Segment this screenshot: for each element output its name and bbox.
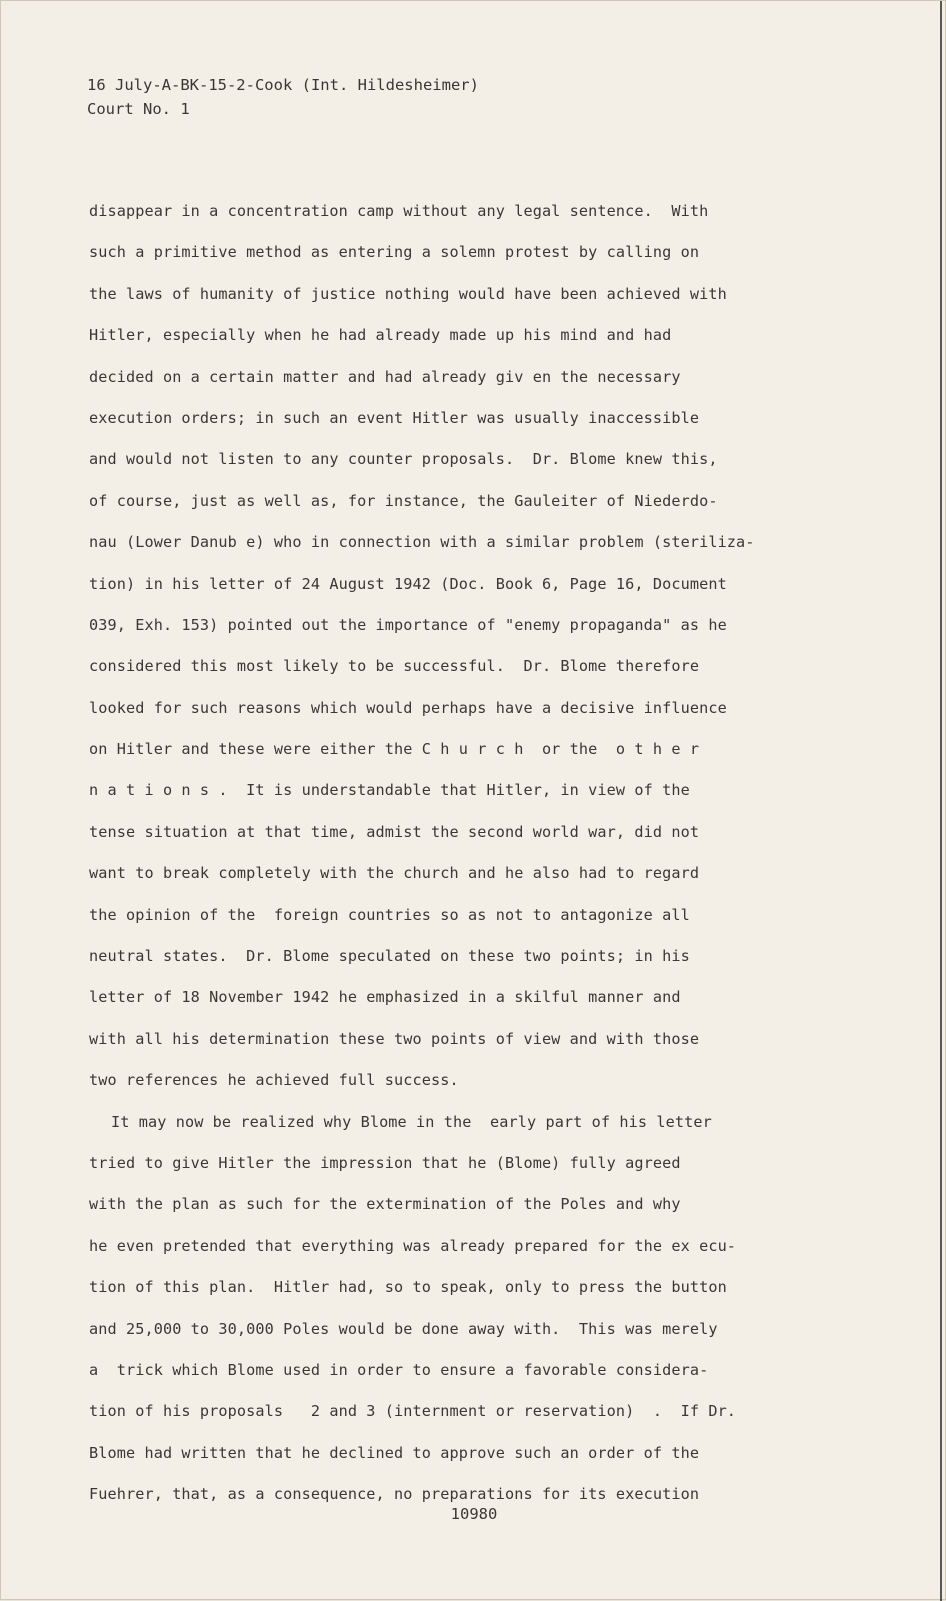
document-header: [87, 73, 479, 121]
header-reference: 16 July-A-BK-15-2-Cook (Int. Hildesheimer): [87, 76, 479, 94]
text-line: tried to give Hitler the impression that he (Blome) fully agreed: [89, 1153, 681, 1172]
text-line: a trick which Blome used in order to ensure a favorable considera-: [89, 1360, 709, 1379]
text-line: the laws of humanity of justice nothing would have been achieved with: [89, 284, 727, 303]
text-line: and would not listen to any counter proposals. Dr. Blome knew this,: [89, 450, 718, 469]
text-line: tion) in his letter of 24 August 1942 (Doc. Book 6, Page 16, Document: [89, 574, 727, 593]
text-line: Blome had written that he declined to approve such an order of the: [89, 1443, 700, 1462]
text-line: execution orders; in such an event Hitler was usually inaccessible: [89, 408, 700, 427]
text-line: tion of this plan. Hitler had, so to speak, only to press the button: [89, 1278, 727, 1297]
text-line: he even pretended that everything was already prepared for the ex ecu-: [89, 1236, 737, 1255]
text-line: with the plan as such for the extermination of the Poles and why: [89, 1195, 681, 1214]
page-edge-rule: [940, 1, 942, 1601]
text-line: on Hitler and these were either the C h u r c h or the o t h e r: [89, 740, 700, 759]
text-line: Fuehrer, that, as a consequence, no preparations for its execution: [89, 1485, 700, 1504]
text-line: and 25,000 to 30,000 Poles would be done away with. This was merely: [89, 1319, 718, 1338]
text-line: of course, just as well as, for instance, the Gauleiter of Niederdo-: [89, 491, 718, 510]
text-line: nau (Lower Danub e) who in connection with a similar problem (steriliza-: [89, 533, 755, 552]
text-line: with all his determination these two points of view and with those: [89, 1029, 700, 1048]
text-line: 039, Exh. 153) pointed out the importance of "enemy propaganda" as he: [89, 615, 727, 634]
text-line: want to break completely with the church and he also had to regard: [89, 864, 700, 883]
text-line: considered this most likely to be successful. Dr. Blome therefore: [89, 657, 700, 676]
text-line: such a primitive method as entering a solemn protest by calling on: [89, 243, 700, 262]
page-number: 10980: [450, 1505, 498, 1523]
document-body: [89, 191, 814, 1516]
text-line: the opinion of the foreign countries so as not to antagonize all: [89, 905, 690, 924]
text-line: decided on a certain matter and had already giv en the necessary: [89, 367, 681, 386]
text-line: tion of his proposals 2 and 3 (internment or reservation) . If Dr.: [89, 1402, 737, 1421]
text-line: looked for such reasons which would perhaps have a decisive influence: [89, 698, 727, 717]
text-line: disappear in a concentration camp without any legal sentence. With: [89, 202, 709, 220]
header-court: Court No. 1: [87, 100, 190, 118]
text-line: neutral states. Dr. Blome speculated on these two points; in his: [89, 947, 690, 966]
text-line: Hitler, especially when he had already made up his mind and had: [89, 326, 672, 345]
text-line: two references he achieved full success.: [89, 1071, 459, 1090]
text-line: n a t i o n s . It is understandable that Hitler, in view of the: [89, 781, 690, 800]
text-line: tense situation at that time, admist the second world war, did not: [89, 822, 700, 841]
text-line: letter of 18 November 1942 he emphasized in a skilful manner and: [89, 988, 681, 1007]
paragraph-start-line: It may now be realized why Blome in the early part of his letter: [111, 1112, 712, 1131]
